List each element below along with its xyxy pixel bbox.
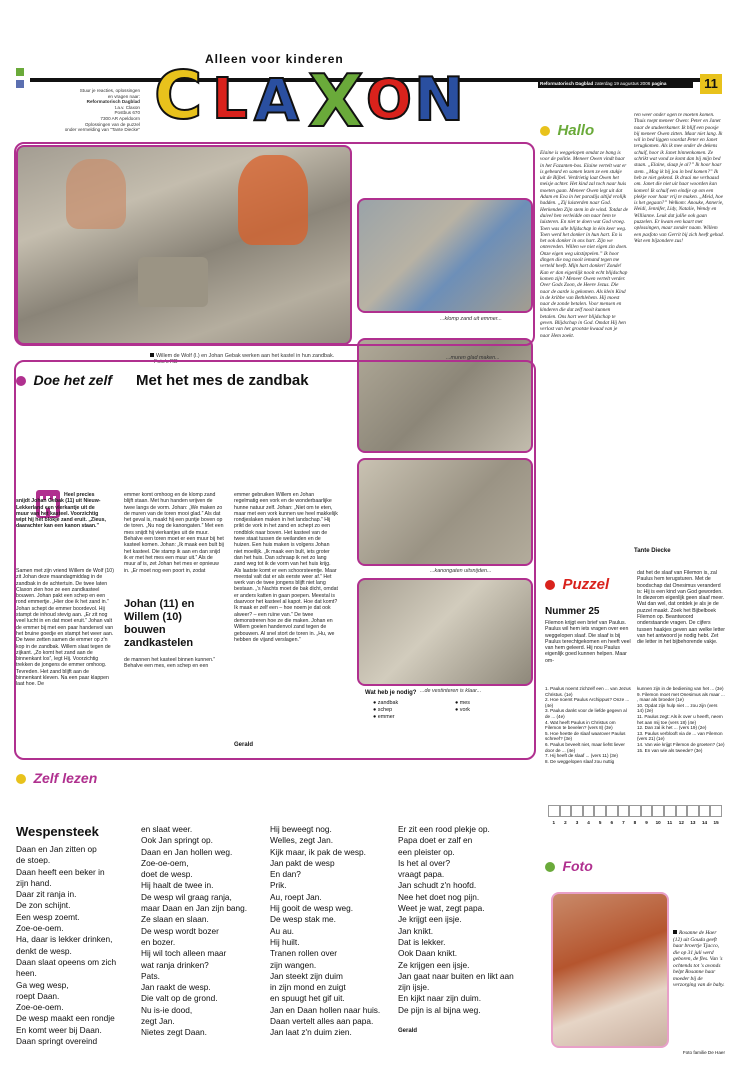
questions-left [545,686,631,764]
tool-item: ● zandbak [373,700,399,706]
story-line: Een wesp zoemt. [16,911,80,922]
story-col2 [141,824,266,1039]
doe-het-zelf-icon [16,376,26,386]
story-line: Hij haalt de twee in. [141,880,214,891]
zelf-lezen-icon [16,774,26,784]
story-line: De wesp maakt een rondje [16,1013,115,1024]
issue-date: zaterdag 19 augustus 2006 [594,81,651,86]
tools-box [365,690,533,740]
foto-photo [551,892,669,1048]
story-line: Jan en Daan hollen naar huis. [270,1004,381,1015]
story-line: maar Daan en Jan zijn bang. [141,903,248,914]
box-number: 7 [622,820,625,825]
question: 2. Hoe noemt Paulus Archippus? Onze ... (4e) [545,697,630,708]
puzzel-section [545,570,725,840]
side-photo-2 [357,338,533,453]
side-caption-1: ...klomp zand uit emmer... [440,316,502,322]
question: 11. Paulus zegt: Als ik over u heerft, neem het aan mij toe (vers 18) (4e) [637,713,723,725]
story-line: Daan en Jan hollen weg. [141,846,233,857]
story-line: Ga weg wesp, [16,979,69,990]
box-number: 5 [598,820,602,825]
intro-text: Heel precies snijdt Johan Gebak (11) uit Nieuw-Lekkerland een vierkantje uit de muur van het kasteel. Voorzichtig wipt hij het blokje zand eruit. „Zieus, daarachter kan een kanon staan.” [16,492,106,530]
box-numbers [548,820,722,826]
story-line: Papa doet er zalf en [398,835,473,846]
story-line: Zoe-oe-oem. [16,923,64,934]
story-line: Jan steekt zijn duim [270,970,343,981]
question: 10. Opdat zijn hulp niet ... zou zijn (vers 14) (2e) [637,702,718,714]
doe-col2b: de mannen het kasteel binnen kunnen.” Behalve een mes, een schep en een [124,657,216,670]
answer-box[interactable] [594,805,606,817]
story-line: Zoe-oe-oem. [16,1002,64,1013]
story-line: roept Daan. [16,990,60,1001]
doe-het-zelf-section [16,362,356,762]
svg-text:O: O [366,68,412,128]
story-line: De wesp stak me. [270,914,336,925]
address-line: onder vermelding van "Tante Diecke" [64,127,140,133]
questions-right [637,686,725,753]
doe-het-zelf-title: Doe het zelf [33,372,113,388]
story-line: Au, roept Jan. [270,891,322,902]
hallo-col2: ren weer onder ogen te moeten komen. Thuis roept meneer Owen: Peter en Janet naar de studeerkamer. Ik blijf een poosje bij meneer Owen zitten. Maar niet lang. Ik wil in bed liggen voordat Peter en Janet terugkomen. Als ik mee onder de dekens schuif, hoor ik Janet binnenkomen. Ze schrikt wat vond ze komt dan bij mijn bed staan. „Elaine, slaap je al?” Ik hoor haar stem. „Mag ik bij jou in bed komen?” Ik heb ze niet gekend. Ik draai me verbaasd om. Janet die niet uit haar woorden kan komen! Ik schuif een eindje op om een plekje voor haar vrij te maken. „Meid, hoe is het gegaan?” Welkom: Anouke, Annerie, Heidi, Jennifer, Lidy, Natalie, Wendy en Willianne. Leuk dat jullie ook gaan puzzelen. Er kwam een kaart met oplossingen, maar zonder naam. Willem een pasfoto van Gerrit bij zich heeft gehad. Wat een bijzondere zus! [634,112,724,244]
boy-left [66,159,126,229]
foto-caption-text: Rosanne de Haer (12) uit Gouda geeft haar broertje Tjacco, die op 31 juli werd geboren, de fles. Van 's ochtends tot 's avonds helpt Rosanne haar moeder bij de verzorging van de baby. [673,930,725,988]
zelf-lezen-section [16,768,536,1058]
story-line: En dan? [270,869,301,880]
address-line: en vragen naar: [107,93,140,99]
story-line: Dat is lekker. [398,936,446,947]
story-line: de stoep. [16,855,51,866]
answer-box[interactable] [606,805,618,817]
story-line: Jan knikt. [398,925,434,936]
story-line: En kijkt naar zijn duim. [398,993,482,1004]
page-label: pagina [651,81,667,86]
story-line: Daan en Jan zitten op [16,844,97,854]
story-line: zijn wangen. [270,959,317,970]
question: 5. Hoe heette de slaaf waarover Paulus schreef? (3e) [545,730,626,742]
story-line: doet de wesp. [141,869,193,880]
side-photo-4 [357,578,533,686]
tool-item: ● mes [455,700,470,706]
story-line: Ha, daar is lekker drinken, [16,934,113,945]
story-line: Zoe-oe-oem, [141,857,189,868]
box-number: 2 [564,820,567,825]
story-col1 [16,844,136,1047]
story-title: Wespensteek [16,824,99,839]
answer-box[interactable] [652,805,664,817]
foto-header [545,858,593,876]
story-line: Kijk maar, ik pak de wesp. [270,846,366,857]
hallo-col1: Elaine is weggelopen omdat ze bang is voor de politie. Meneer Owen vindt haar in het Fazanten-bos. Elaine vertelt wat er is gebeurd en samen lezen ze een stukje uit de Bijbel. Verdrietig laat Owen het meisje achter. Het kind zal toch naar huis moeten gaan. Meneer Owen legt uit dat Adam en Eva in het paradijs altijd vrolijk hadden. „Zij luisterden naar God. Herkenden Zijn stem in de wind. Totdat de duivel hen verleidde om naar hem te luisteren. En niet te doen wat God vroeg. Toen was alle blijdschap in één keer weg. Toen werd het donker in hun hart. En is het ook donker in ons hart. Zijn we ontevreden. Willen we niet eigen zin doen. Onze eigen weg uitstippelen.” Ik hoor dingen die nog nooit iemand tegen me verteld heeft. Mijn hart donker! Zonde! Kan er dan eigenlijk nooit echt blijdschap komen zijn? Meneer Owen vertelt verder. Over Gods Zoon, de Heere Jezus. Die naar de aarde is gekomen. Als klein Kind in de kribbe van Bethlehem. Hij moest naar de zonde betalen. Voor mensen en kinderen die dat zelf nooit kunnen betalen. Ons hart weer blijdschap te geven. Blijdschap in God. Omdat Hij hen verlost van het grootste kwaad van je naar Hem zoekt. [540,150,628,339]
puzzel-header [545,576,609,594]
puzzel-intro: Filemon krijgt een brief van Paulus. Paulus wil hem iets vragen over een weggelopen slaaf. Die slaaf is bij Paulus terechtgekomen en heeft veel van hem geleerd. Hij nou Paulus eigenlijk goed kunnen helpen. Maar om- [545,620,631,664]
doe-author: Gerald [234,742,254,748]
story-line: Pats. [141,970,160,981]
hallo-icon [540,126,550,136]
masthead-info [538,80,693,88]
svg-text:A: A [254,66,299,128]
subhead: Johan (11) en Willem (10) bouwen zandkastelen [124,598,195,649]
side-caption-3: ...kanongaten uitsnijden... [430,568,492,574]
story-line: Ze slaan en slaan. [141,914,209,925]
story-line: Daan heeft een beker in [16,866,105,877]
address-line: 7300 AR Apeldoorn [100,115,140,121]
color-marker [16,80,24,88]
story-line: een pleister op. [398,846,455,857]
claxon-logo [150,56,480,128]
svg-text:C: C [154,57,203,128]
sand-castle [138,257,208,307]
story-line: in zijn mond en zuigt [270,982,346,993]
story-line: Hij wil toch alleen maar [141,948,227,959]
question: 14. Van wie krijgt Filemon de groeten? (1e) [637,741,725,747]
answer-box[interactable] [583,805,595,817]
puzzel-intro2: dat het de slaaf van Filemon is, zal Paulus hem terugsturen. Met de boodschap dat Onesimus veranderd is: Hij is een kind van God geworden. In diezerom eigenlijk geen slaaf meer. Wat dan wel, dat ontdek je als je de puzzel maakt. Zoek het Bijbelboek Filemon op. Beantwoord onderstaande vragen. De cijfers tussen haakjes geven aan welke letter van het antwoord je nodig hebt. Zet die letter in het bijbehorende vakje. [637,570,725,646]
question: 12. Dan zal ik het ... (vers 19) (2e) [637,725,707,731]
story-line: wat ranja drinken? [141,959,209,970]
story-line: Jan raakt de wesp. [141,982,211,993]
foto-icon [545,862,555,872]
main-photo [16,145,352,345]
hallo-section [540,112,725,562]
foto-section [545,850,725,1060]
story-line: Hij gooit de wesp weg. [270,903,354,914]
story-line: Jan schudt z'n hoofd. [398,880,477,891]
box-number: 4 [587,820,590,825]
answer-box[interactable] [618,805,630,817]
question: 6. Paulus beveelt niet, maar liefst liever door de ... (4e) [545,741,625,753]
story-line: Welles, zegt Jan. [270,835,334,846]
address-line: Stuur je reacties, oplossingen [79,88,140,93]
story-line: De pijn is al bijna weg. [398,1004,481,1015]
hallo-header [540,122,594,140]
doe-het-zelf-header [16,372,112,390]
side-caption-2: ...muren glad maken... [446,355,500,361]
address-line: Postbus 670 [114,110,140,116]
zelf-lezen-title: Zelf lezen [33,770,98,786]
question: 1. Paulus noemt zichzelf een ... van Jezus Christus. (1e) [545,686,631,697]
dot-row [98,778,538,784]
story-line: en spuugt het gif uit. [270,993,345,1004]
story-line: Daar zit ranja in. [16,889,77,900]
story-line: en bozer. [141,936,176,947]
story-line: Hij huilt. [270,936,300,947]
box-number: 10 [655,820,661,825]
story-line: Ook Jan springt op. [141,835,213,846]
story-author: Gerald [398,1028,418,1034]
story-line: Daan springt overeind [16,1036,98,1047]
puzzel-icon [545,580,555,590]
story-line: Weet je wat, zegt papa. [398,903,485,914]
answer-box[interactable] [664,805,676,817]
story-line: Die valt op de grond. [141,993,218,1004]
svg-text:L: L [212,67,248,128]
story-line: Jan gaat naar buiten en likt aan [398,970,514,981]
box-number: 1 [552,820,556,825]
foto-title: Foto [562,858,593,874]
story-line: Au au. [270,925,294,936]
box-number: 13 [690,820,696,825]
answer-box[interactable] [548,805,560,817]
page-number: 11 [700,74,722,94]
tool-item: ● emmer [373,714,395,720]
answer-box[interactable] [676,805,688,817]
story-line: zegt Jan. [141,1016,175,1027]
address-line: Reformatorisch Dagblad [86,99,140,105]
main-caption-text: Willem de Wolf (l.) en Johan Gebak werken aan het kastel in hun zandbak. [156,353,335,359]
story-line: Hij beweegt nog. [270,824,332,834]
story-line: Nietes zegt Daan. [141,1027,207,1038]
answer-box[interactable] [629,805,641,817]
answer-box[interactable] [641,805,653,817]
puzzel-title: Puzzel [562,576,610,593]
box-number: 8 [633,820,637,825]
question: 7. Hij heeft de slaaf ... (vers 11) (3e) [545,753,618,759]
color-markers [16,68,24,76]
story-line: Jan pakt de wesp [270,857,335,868]
story-line: Daan vertelt alles aan papa. [270,1016,374,1027]
address-line: Oplossingen van de puzzel [84,121,140,127]
story-line: Nu is-ie dood, [141,1004,193,1015]
tools-title: Wat heb je nodig? [365,690,417,696]
doe-col2: emmer komt omhoog en de klomp zand blijft staan. Met hun handen wrijven de twee langs de vorm. Johan: „We maken zo de muren van de toren mooi glad.” Als dat het geval is, maakt hij een puntje boven op de toren. „Nu nog de kanongaten.” Met een mes snijdt hij vierkantjes uit de muur. Behalve een toren moet er een muur bij het kasteel komen. Johan: „Ik maak een bult bij het kasteel. Die stamp ik aan en dan snijd ik er met het mes een muur uit.” Als de muur af is, zet Johan het mes er opnieuw in. „Er moet nog een poort in, zodat [124,492,224,574]
side-photo-3 [357,458,533,566]
story-line: Je krijgt een ijsje. [398,914,462,925]
story-line: denkt de wesp. [16,945,72,956]
tool-item: ● schep [373,707,393,713]
story-line: Ze krijgen een ijsje. [398,959,470,970]
box-number: 11 [667,820,673,825]
question: 9. Filemon moet met Onesimus als maar ... , maar als broeder (1e) [637,691,725,703]
story-line: vraagt papa. [398,869,445,880]
photo-credit: Foto's RD [154,359,178,365]
answer-box[interactable] [560,805,572,817]
question: 3. Paulus dankt voor de liefde gegevn al de ... (4e) [545,708,627,719]
story-line: Er zit een rood plekje op. [398,824,490,834]
foto-credit: Foto familie De Haer [682,1050,725,1055]
box-number: 6 [610,820,614,825]
story-line: en slaat weer. [141,824,193,834]
puzzle-box-row [548,805,722,817]
story-line: Tranen rollen over [270,948,338,959]
story-col4 [398,824,536,1016]
question: 8. De weggelopen slaaf zou nuttig [545,758,615,764]
story-line: De zon schijnt. [16,900,71,911]
zelf-lezen-header [16,770,97,788]
story-line: Jan laat z'n duim zien. [270,1027,352,1038]
boy-right [238,155,308,245]
question: kunnen zijn in de bediening van het ... (3e) [637,686,724,691]
answer-box[interactable] [571,805,583,817]
tool-item: ● vork [455,707,470,713]
story-line: Ook Daan knikt. [398,948,458,959]
box-number: 12 [678,820,684,825]
story-line: Daan slaat opeens om zich heen. [16,956,117,979]
story-line: De wesp wil graag ranja, [141,891,232,902]
story-line: Nee het doet nog pijn. [398,891,480,902]
story-line: zijn ijsje. [398,982,430,993]
hallo-title: Hallo [557,122,595,139]
story-line: En komt weer bij Daan. [16,1024,102,1035]
question: 13. Paulus verblooft via de ... van Filemon (vers 21) (1e) [637,730,723,742]
doe-col3: emmer gebruiken Willem en Johan regelmatig een vork en de wonderbaarlijke hunne natuur zelf. Johan: „Niet om te eten, maar met een vork kunnen we heel makkelijk rondjeslaken maken in het landschap.” Hij prikt de vork in het zand en schept zo een rondblok naar boven. Het kasteel van de twee staat tussen de weilanden en de huizen. Een huis maken is volgens Johan niet moeilijk. „Ik maak een bult, iets groter dan het huis. Dan schraap ik net zo lang zand weg tot ik de vorm van het huis krijg. Als laatste komt er een schoorsteentje. Maar meestal valt dat er als eerste weer af.” Het werk van de twee jongens blijft niet lang bestaan. „'s Nachts moet de bak dicht, omdat er anders katten in gaan poepen. Meestal is daarvoor het kasteel al kapot. Hoe dat komt? Ik maak er zelf een – hoe noem je dat ook alweer? – een ruïne van.” De twee demonstreren hoe ze die maken. Johan en Willem goeien handenvol zand tegen de gebouwen. Al snel stort de toren in. „Hu, we hebben de vijand verslagen.” [234,492,338,643]
address-line: t.a.v. Claxon [114,104,140,110]
answer-box[interactable] [710,805,722,817]
story-line: Is het al over? [398,857,451,868]
side-caption-4: ...de vestinteren is klaar... [420,688,482,694]
story-line: Prik. [270,880,287,891]
headline: Met het mes de zandbak [136,372,309,389]
story-col3 [270,824,395,1039]
box-number: 3 [575,820,579,825]
svg-text:X: X [308,59,364,128]
box-number: 9 [645,820,648,825]
hallo-signature: Tante Diecke [634,548,671,554]
svg-text:N: N [414,65,465,128]
puzzel-number: Nummer 25 [545,606,600,617]
answer-box[interactable] [699,805,711,817]
question: 15. En van wie als tweede? (3e) [637,747,703,753]
question: 4. Wat heeft Paulus in Christus om Filemon te bevelen? (vers 8) (3e) [545,719,616,731]
newspaper-name: Reformatorisch Dagblad [540,81,594,86]
foto-caption [673,930,725,989]
side-photo-1 [357,198,533,313]
address-block [40,88,140,133]
story-line: De wesp wordt bozer [141,925,219,936]
doe-col1: Samen met zijn vriend Willem de Wolf (10) zit Johan deze maandagmiddag in de zandbak in de achtertuin. De twee laten Claxon zien hoe ze een zandkasteel bouwen. Johan pakt een schep en een rond emmertje. „Hier doe ik het zand in.” Johan schept de emmer boordevol. Hij stampt de inhoud stevig aan. „Er zit nog veel lucht in en dat moet eruit.” Johan valt de emmer bij met een paar handenvol van het bruine goedje en stampt het weer aan. De twee zetten samen de emmer op z'n kop in de zandbak. Willem slaat tegen de zijkant. „Zo komt het zand aan de binnenkant los”, legt Hij. Voorzichtig trekken de jongens de emmer omhoog. Tevreden. Het zand blijft aan de binnenkant kleven. Na een paar klappen laat hoe. De [16,568,114,688]
puzzle-boxes [548,805,723,833]
answer-box[interactable] [687,805,699,817]
box-number: 14 [701,820,708,825]
box-number: 15 [713,820,719,825]
story-line: zijn hand. [16,877,52,888]
header-subtitle: Alleen voor kinderen [205,52,344,66]
